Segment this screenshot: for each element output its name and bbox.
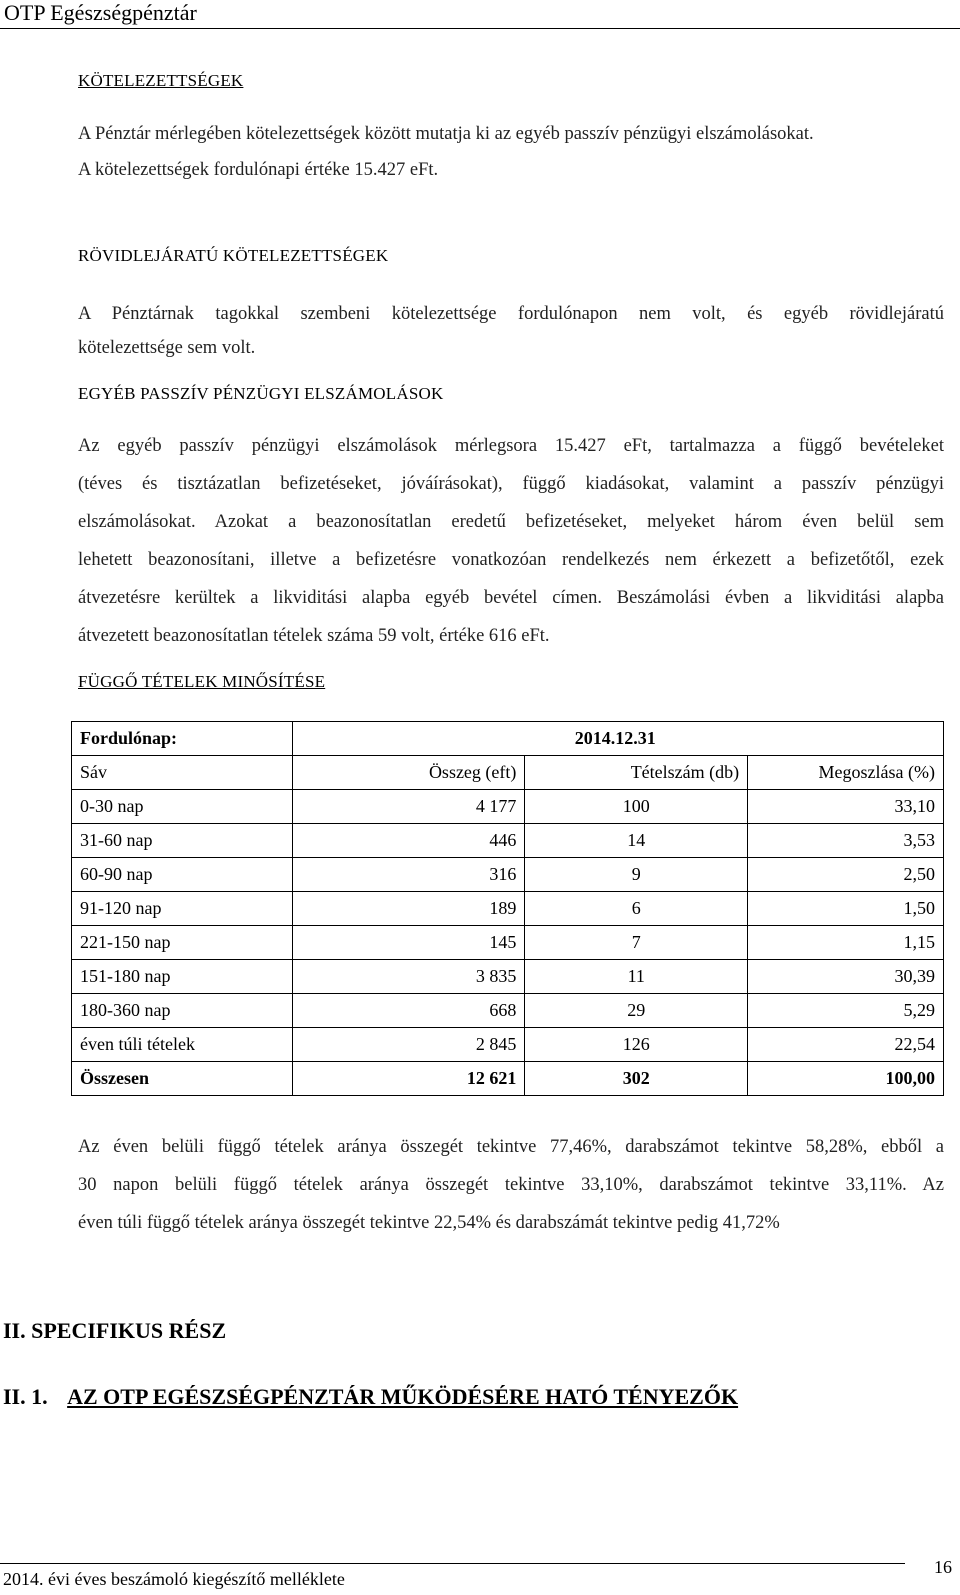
fordulonap-label: Fordulónap:	[72, 722, 293, 756]
subsection-number: II. 1.	[3, 1384, 48, 1409]
text-line: 30 napon belüli függő tételek aránya összegét tekintve 33,10%, darabszámot tekintve 33,11%. Az	[78, 1175, 944, 1195]
table-cell: 189	[292, 892, 525, 926]
table-row	[72, 858, 944, 892]
table-cell: 60-90 nap	[72, 858, 293, 892]
text-line: A kötelezettségek fordulónapi értéke 15.427 eFt.	[78, 160, 439, 180]
part-heading: II. SPECIFIKUS RÉSZ	[3, 1318, 227, 1343]
table-row	[72, 960, 944, 994]
table-cell: 2,50	[748, 858, 944, 892]
table-row	[72, 926, 944, 960]
paragraph-fuggo-summary-end	[78, 1204, 944, 1242]
text-line: Az egyéb passzív pénzügyi elszámolások mérlegsora 15.427 eFt, tartalmazza a függő bevételeket	[78, 436, 944, 456]
subsection-heading	[3, 1384, 738, 1410]
table-total-row	[72, 1062, 944, 1096]
table-header-row	[72, 756, 944, 790]
table-cell: 668	[292, 994, 525, 1028]
page-number: 16	[934, 1557, 952, 1577]
paragraph-fuggo-summary	[78, 1128, 944, 1204]
text-line: (téves és tisztázatlan befizetéseket, jóváírásokat), függő kiadásokat, valamint a passzív pénzügyi	[78, 474, 944, 494]
table-row	[72, 824, 944, 858]
table-cell: 2 845	[292, 1028, 525, 1062]
section-heading-kotelezettsegek: KÖTELEZETTSÉGEK	[78, 71, 244, 90]
text-line: átvezetett beazonosítatlan tételek száma 59 volt, értéke 616 eFt.	[78, 626, 550, 646]
table-cell: 30,39	[748, 960, 944, 994]
table-cell: 1,15	[748, 926, 944, 960]
footer-text: 2014. évi éves beszámoló kiegészítő melléklete	[3, 1569, 345, 1589]
fordulonap-value: 2014.12.31	[292, 722, 943, 756]
table-row	[72, 892, 944, 926]
paragraph-egyeb-passziv-end	[78, 617, 944, 655]
text-line: A Pénztárnak tagokkal szembeni kötelezettsége fordulónapon nem volt, és egyéb rövidlejáratú	[78, 304, 944, 324]
paragraph-rovidlejaratu-end	[78, 335, 944, 361]
text-line: Az éven belüli függő tételek aránya összegét tekintve 77,46%, darabszámot tekintve 58,28%, ebből a	[78, 1137, 944, 1157]
subsection-title: AZ OTP EGÉSZSÉGPÉNZTÁR MŰKÖDÉSÉRE HATÓ TÉNYEZŐK	[67, 1384, 739, 1409]
text-line: átvezetésre kerültek a likviditási alapba egyéb bevétel címen. Beszámolási évben a likviditási alapba	[78, 588, 944, 608]
table-cell: 1,50	[748, 892, 944, 926]
text-line: elszámolásokat. Azokat a beazonosítatlan eredetű befizetéseket, melyeket három éven belül sem	[78, 512, 944, 532]
paragraph-egyeb-passziv	[78, 427, 944, 617]
table-cell: 221-150 nap	[72, 926, 293, 960]
table-cell: 5,29	[748, 994, 944, 1028]
table-row	[72, 994, 944, 1028]
document-header-title: OTP Egészségpénztár	[4, 0, 197, 25]
table-row	[72, 790, 944, 824]
table-cell: Összesen	[72, 1062, 293, 1096]
section-heading-fuggo-tetelek: FÜGGŐ TÉTELEK MINŐSÍTÉSE	[78, 672, 326, 691]
section-heading-rovidlejaratu: RÖVIDLEJÁRATÚ KÖTELEZETTSÉGEK	[78, 246, 389, 265]
table-cell: 151-180 nap	[72, 960, 293, 994]
fuggo-tetelek-table	[71, 721, 944, 1096]
column-header: Megoszlása (%)	[748, 756, 944, 790]
table-cell: 100	[525, 790, 748, 824]
column-header: Sáv	[72, 756, 293, 790]
table-cell: 12 621	[292, 1062, 525, 1096]
table-cell: 316	[292, 858, 525, 892]
column-header: Összeg (eft)	[292, 756, 525, 790]
header-divider	[0, 28, 960, 29]
table-cell: 145	[292, 926, 525, 960]
table-cell: éven túli tételek	[72, 1028, 293, 1062]
table-cell: 302	[525, 1062, 748, 1096]
table-cell: 126	[525, 1028, 748, 1062]
table-cell: 4 177	[292, 790, 525, 824]
table-row	[72, 1028, 944, 1062]
text-line: A Pénztár mérlegében kötelezettségek között mutatja ki az egyéb passzív pénzügyi elszámolásokat.	[78, 124, 814, 144]
table-cell: 0-30 nap	[72, 790, 293, 824]
table-cell: 3,53	[748, 824, 944, 858]
column-header: Tételszám (db)	[525, 756, 748, 790]
text-line: kötelezettsége sem volt.	[78, 338, 256, 358]
text-line: lehetett beazonosítani, illetve a befizetésre vonatkozóan rendelkezés nem érkezett a befizetőtől, ezek	[78, 550, 944, 570]
section-heading-egyeb-passziv: EGYÉB PASSZÍV PÉNZÜGYI ELSZÁMOLÁSOK	[78, 384, 444, 403]
table-cell: 100,00	[748, 1062, 944, 1096]
table-row-fordulonap	[72, 722, 944, 756]
table-cell: 14	[525, 824, 748, 858]
table-cell: 91-120 nap	[72, 892, 293, 926]
footer-divider	[0, 1563, 905, 1564]
table-cell: 7	[525, 926, 748, 960]
table-cell: 11	[525, 960, 748, 994]
text-line: éven túli függő tételek aránya összegét tekintve 22,54% és darabszámát tekintve pedig 41,72%	[78, 1213, 780, 1233]
table-cell: 180-360 nap	[72, 994, 293, 1028]
table-cell: 29	[525, 994, 748, 1028]
paragraph-rovidlejaratu	[78, 293, 944, 335]
table-cell: 6	[525, 892, 748, 926]
table-cell: 31-60 nap	[72, 824, 293, 858]
paragraph-kotelezettsegek	[78, 116, 944, 188]
table-cell: 33,10	[748, 790, 944, 824]
table-cell: 9	[525, 858, 748, 892]
table-cell: 3 835	[292, 960, 525, 994]
table-cell: 446	[292, 824, 525, 858]
table-cell: 22,54	[748, 1028, 944, 1062]
